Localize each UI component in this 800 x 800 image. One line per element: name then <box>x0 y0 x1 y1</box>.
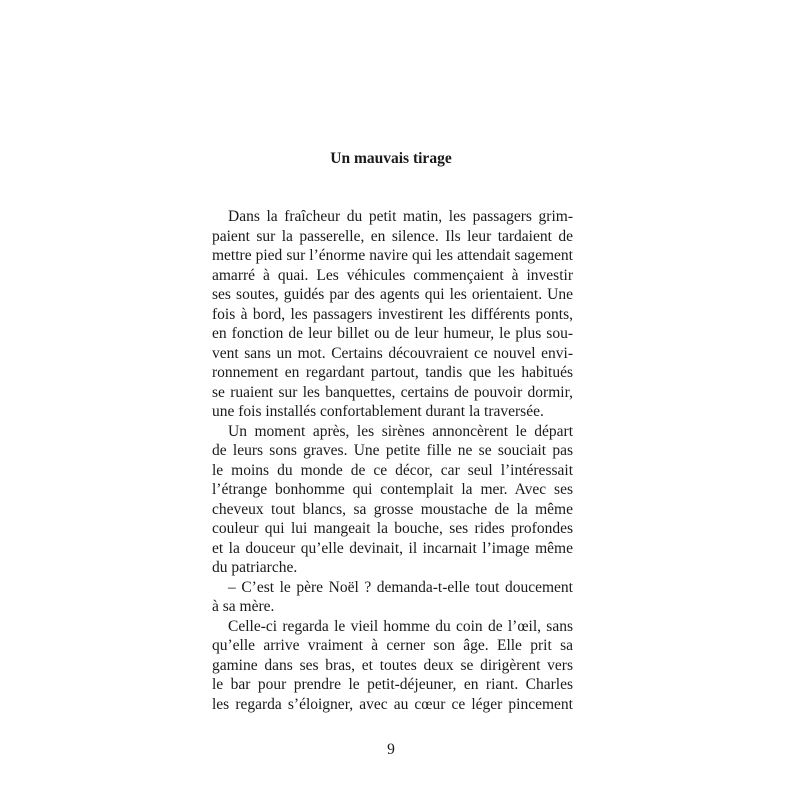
text-line: à sa mère. <box>212 598 275 615</box>
text-line: en fonction de leur billet ou de leur humeur, le plus sou- <box>212 325 573 342</box>
text-line: qu’elle arrive vraiment à cerner son âge. Elle prit sa <box>212 637 573 654</box>
text-line: paient sur la passerelle, en silence. Ils leur tardaient de <box>212 227 573 245</box>
text-line: ses soutes, guidés par des agents qui les orientaient. Une <box>212 286 573 303</box>
text-line: l’étrange bonhomme qui contemplait la mer. Avec ses <box>212 481 573 498</box>
text-line: le moins du monde de ce décor, car seul l’intéressait <box>212 461 573 479</box>
text-line: de leurs sons graves. Une petite fille ne se souciait pas <box>212 442 573 459</box>
body-text <box>212 207 573 714</box>
text-line: vent sans un mot. Certains découvraient ce nouvel envi- <box>212 344 573 362</box>
text-line: se ruaient sur les banquettes, certains de pouvoir dormir, <box>212 383 573 401</box>
text-line: cheveux tout blancs, sa grosse moustache de la même <box>212 500 573 518</box>
page-number: 9 <box>387 741 395 758</box>
text-line: les regarda s’éloigner, avec au cœur ce léger pincement <box>212 695 573 713</box>
text-line: le bar pour prendre le petit-déjeuner, en riant. Charles <box>212 676 573 693</box>
text-line: ronnement en regardant partout, tandis que les habitués <box>212 364 573 381</box>
text-line: – C’est le père Noël ? demanda-t-elle tout doucement <box>228 578 573 596</box>
chapter-title: Un mauvais tirage <box>330 150 452 167</box>
text-line: du patriarche. <box>212 559 298 576</box>
text-line: gamine dans ses bras, et toutes deux se dirigèrent vers <box>212 656 573 674</box>
text-line: Un moment après, les sirènes annoncèrent le départ <box>228 422 573 440</box>
text-line: une fois installés confortablement durant la traversée. <box>212 403 544 420</box>
text-line: Celle-ci regarda le vieil homme du coin de l’œil, sans <box>228 617 573 635</box>
text-line: couleur qui lui mangeait la bouche, ses rides profondes <box>212 520 573 537</box>
text-line: Dans la fraîcheur du petit matin, les passagers grim- <box>228 208 573 225</box>
text-line: fois à bord, les passagers investirent les différents ponts, <box>212 305 573 323</box>
text-line: amarré à quai. Les véhicules commençaient à investir <box>212 266 573 284</box>
text-line: et la douceur qu’elle devinait, il incarnait l’image même <box>212 539 573 557</box>
text-line: mettre pied sur l’énorme navire qui les attendait sagement <box>212 247 573 264</box>
